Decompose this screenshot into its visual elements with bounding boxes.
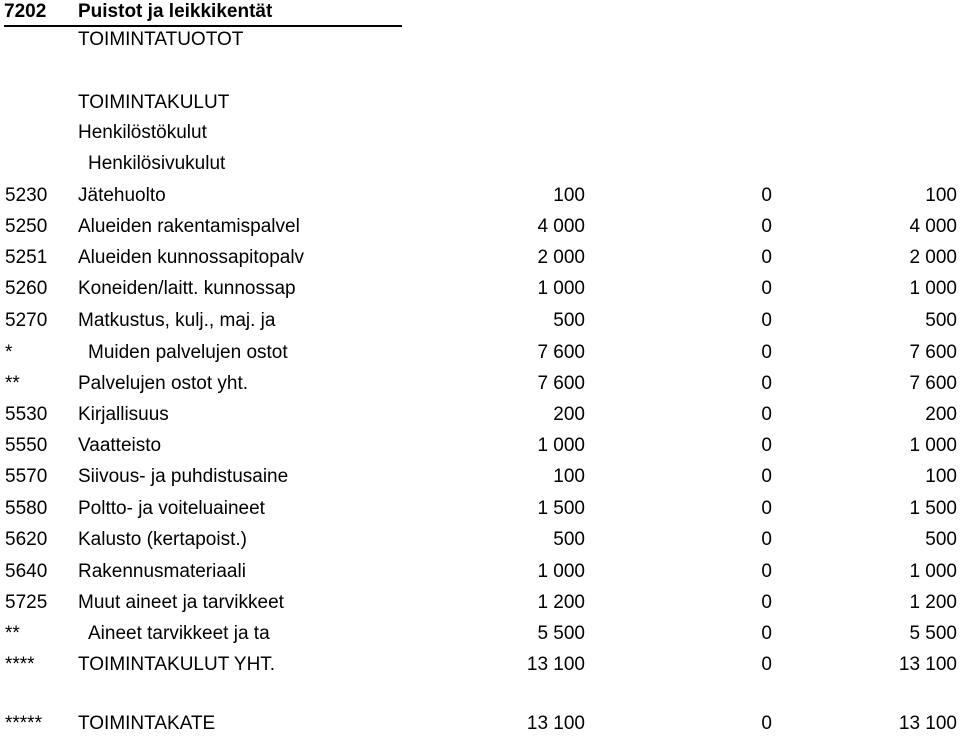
account-code: 5570: [5, 466, 48, 487]
table-row: [0, 181, 960, 211]
value-column-2: 0: [761, 373, 772, 394]
value-column-1: 100: [553, 185, 585, 206]
value-column-1: 7 600: [537, 373, 585, 394]
account-code: *: [5, 342, 13, 363]
account-code: 5230: [5, 185, 48, 206]
value-column-1: 7 600: [537, 342, 585, 363]
value-column-1: 500: [553, 310, 585, 331]
heading-toimintatuotot: TOIMINTATUOTOT: [78, 29, 244, 50]
table-row: [0, 243, 960, 273]
value-column-1: 4 000: [537, 216, 585, 237]
value-column-2: 0: [761, 278, 772, 299]
heading-row-henkilosivukulut: [0, 149, 960, 179]
account-label: Kalusto (kertapoist.): [78, 529, 247, 550]
value-column-3: 200: [925, 404, 957, 425]
value-column-1: 2 000: [537, 247, 585, 268]
value-column-2: 0: [761, 247, 772, 268]
value-column-3: 2 000: [909, 247, 957, 268]
table-row: [0, 400, 960, 430]
account-label: Jätehuolto: [78, 185, 166, 206]
value-column-2: 0: [761, 561, 772, 582]
value-column-2: 0: [761, 342, 772, 363]
account-label: Muiden palvelujen ostot: [88, 342, 288, 363]
value-column-3: 1 000: [909, 435, 957, 456]
value-column-3: 4 000: [909, 216, 957, 237]
account-code: 5530: [5, 404, 48, 425]
total-row: [0, 709, 960, 739]
account-code: 5260: [5, 278, 48, 299]
account-code: ****: [5, 654, 35, 675]
value-column-3: 1 000: [909, 561, 957, 582]
account-label: Rakennusmateriaali: [78, 561, 246, 582]
account-label: Siivous- ja puhdistusaine: [78, 466, 289, 487]
table-row: [0, 557, 960, 587]
table-row: [0, 274, 960, 304]
value-column-3: 500: [925, 310, 957, 331]
account-code: 5580: [5, 498, 48, 519]
value-column-2: 0: [761, 623, 772, 644]
table-row: [0, 525, 960, 555]
value-column-3: 7 600: [909, 373, 957, 394]
account-code: 5251: [5, 247, 48, 268]
value-column-3: 13 100: [898, 654, 957, 675]
value-column-1: 100: [553, 466, 585, 487]
table-row: [0, 306, 960, 336]
value-column-1: 13 100: [526, 654, 585, 675]
account-label: Kirjallisuus: [78, 404, 169, 425]
account-code: 5550: [5, 435, 48, 456]
account-label: Koneiden/laitt. kunnossap: [78, 278, 296, 299]
value-column-1: 1 000: [537, 435, 585, 456]
section-code: 7202: [4, 1, 47, 22]
account-label: Matkustus, kulj., maj. ja: [78, 310, 276, 331]
heading-henkilostokulut: Henkilöstökulut: [78, 122, 207, 143]
value-column-1: 5 500: [537, 623, 585, 644]
account-code: **: [5, 623, 20, 644]
account-code: 5640: [5, 561, 48, 582]
heading-henkilosivukulut: Henkilösivukulut: [88, 153, 226, 174]
value-column-2: 0: [761, 185, 772, 206]
account-label: Aineet tarvikkeet ja ta: [88, 623, 270, 644]
table-row: [0, 431, 960, 461]
account-label: Palvelujen ostot yht.: [78, 373, 249, 394]
account-label: TOIMINTAKULUT YHT.: [78, 654, 276, 675]
value-column-2: 0: [761, 466, 772, 487]
heading-row-henkilostokulut: [0, 118, 960, 148]
value-column-3: 1 000: [909, 278, 957, 299]
table-row: [0, 494, 960, 524]
value-column-2: 0: [761, 592, 772, 613]
heading-row-toimintatuotot: [0, 25, 960, 55]
value-column-3: 1 200: [909, 592, 957, 613]
account-code: 5725: [5, 592, 48, 613]
heading-toimintakulut: TOIMINTAKULUT: [78, 92, 230, 113]
total-row: [0, 650, 960, 680]
account-code: *****: [5, 713, 42, 734]
value-column-1: 1 500: [537, 498, 585, 519]
value-column-3: 13 100: [898, 713, 957, 734]
value-column-1: 13 100: [526, 713, 585, 734]
account-label: Alueiden rakentamispalvel: [78, 216, 300, 237]
value-column-3: 7 600: [909, 342, 957, 363]
account-code: 5250: [5, 216, 48, 237]
account-label: TOIMINTAKATE: [78, 713, 216, 734]
value-column-3: 100: [925, 185, 957, 206]
value-column-3: 100: [925, 466, 957, 487]
value-column-2: 0: [761, 404, 772, 425]
table-row: [0, 588, 960, 618]
heading-row-toimintakulut: [0, 88, 960, 118]
value-column-3: 1 500: [909, 498, 957, 519]
value-column-1: 1 200: [537, 592, 585, 613]
value-column-1: 500: [553, 529, 585, 550]
subtotal-row: [0, 338, 960, 368]
value-column-2: 0: [761, 498, 772, 519]
value-column-1: 1 000: [537, 278, 585, 299]
table-row: [0, 212, 960, 242]
account-label: Muut aineet ja tarvikkeet: [78, 592, 284, 613]
section-title: Puistot ja leikkikentät: [78, 1, 273, 22]
table-row: [0, 462, 960, 492]
value-column-1: 200: [553, 404, 585, 425]
account-code: 5620: [5, 529, 48, 550]
value-column-2: 0: [761, 310, 772, 331]
value-column-3: 500: [925, 529, 957, 550]
account-label: Poltto- ja voiteluaineet: [78, 498, 265, 519]
section-header: [4, 0, 402, 27]
value-column-3: 5 500: [909, 623, 957, 644]
subtotal-row: [0, 369, 960, 399]
account-label: Vaatteisto: [78, 435, 162, 456]
subtotal-row: [0, 619, 960, 649]
value-column-2: 0: [761, 435, 772, 456]
account-label: Alueiden kunnossapitopalv: [78, 247, 305, 268]
account-code: 5270: [5, 310, 48, 331]
value-column-2: 0: [761, 713, 772, 734]
value-column-2: 0: [761, 654, 772, 675]
value-column-1: 1 000: [537, 561, 585, 582]
value-column-2: 0: [761, 529, 772, 550]
value-column-2: 0: [761, 216, 772, 237]
account-code: **: [5, 373, 20, 394]
